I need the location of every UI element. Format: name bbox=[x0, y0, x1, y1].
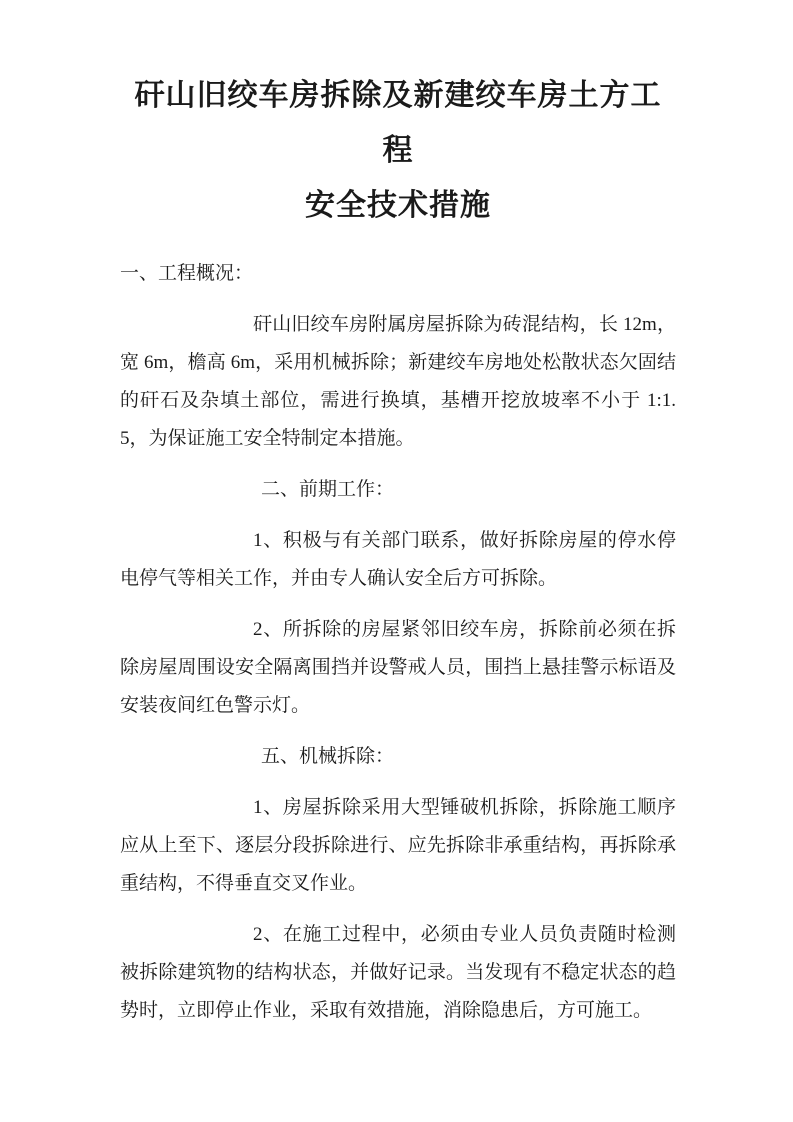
document-title bbox=[120, 68, 676, 233]
document-title-line-2: 安全技术措施 bbox=[305, 189, 491, 222]
section-heading-preliminary-work: 二、前期工作： bbox=[261, 479, 395, 500]
section-heading-project-overview: 一、工程概况： bbox=[120, 263, 254, 284]
section-heading-mechanical-demolition: 五、机械拆除： bbox=[261, 746, 395, 767]
paragraph-mechanical-demolition-2: 2、在施工过程中，必须由专业人员负责随时检测被拆除建筑物的结构状态，并做好记录。当发现有不稳定状态的趋势时，立即停止作业，采取有效措施，消除隐患后，方可施工。 bbox=[120, 924, 676, 1021]
paragraph-mechanical-demolition-1: 1、房屋拆除采用大型锤破机拆除，拆除施工顺序应从上至下、逐层分段拆除进行、应先拆除非承重结构，再拆除承重结构，不得垂直交叉作业。 bbox=[120, 797, 676, 894]
paragraph-project-overview: 矸山旧绞车房附属房屋拆除为砖混结构，长 12m，宽 6m，檐高 6m，采用机械拆除；新建绞车房地处松散状态欠固结的矸石及杂填土部位，需进行换填，基槽开挖放坡率不小于 1:1.5，为保证施工安全特制定本措施。 bbox=[120, 314, 676, 449]
document-title-line-1: 矸山旧绞车房拆除及新建绞车房土方工程 bbox=[134, 79, 662, 167]
paragraph-preliminary-work-1: 1、积极与有关部门联系，做好拆除房屋的停水停电停气等相关工作，并由专人确认安全后方可拆除。 bbox=[120, 530, 676, 589]
paragraph-preliminary-work-2: 2、所拆除的房屋紧邻旧绞车房，拆除前必须在拆除房屋周围设安全隔离围挡并设警戒人员，围挡上悬挂警示标语及安装夜间红色警示灯。 bbox=[120, 619, 676, 716]
